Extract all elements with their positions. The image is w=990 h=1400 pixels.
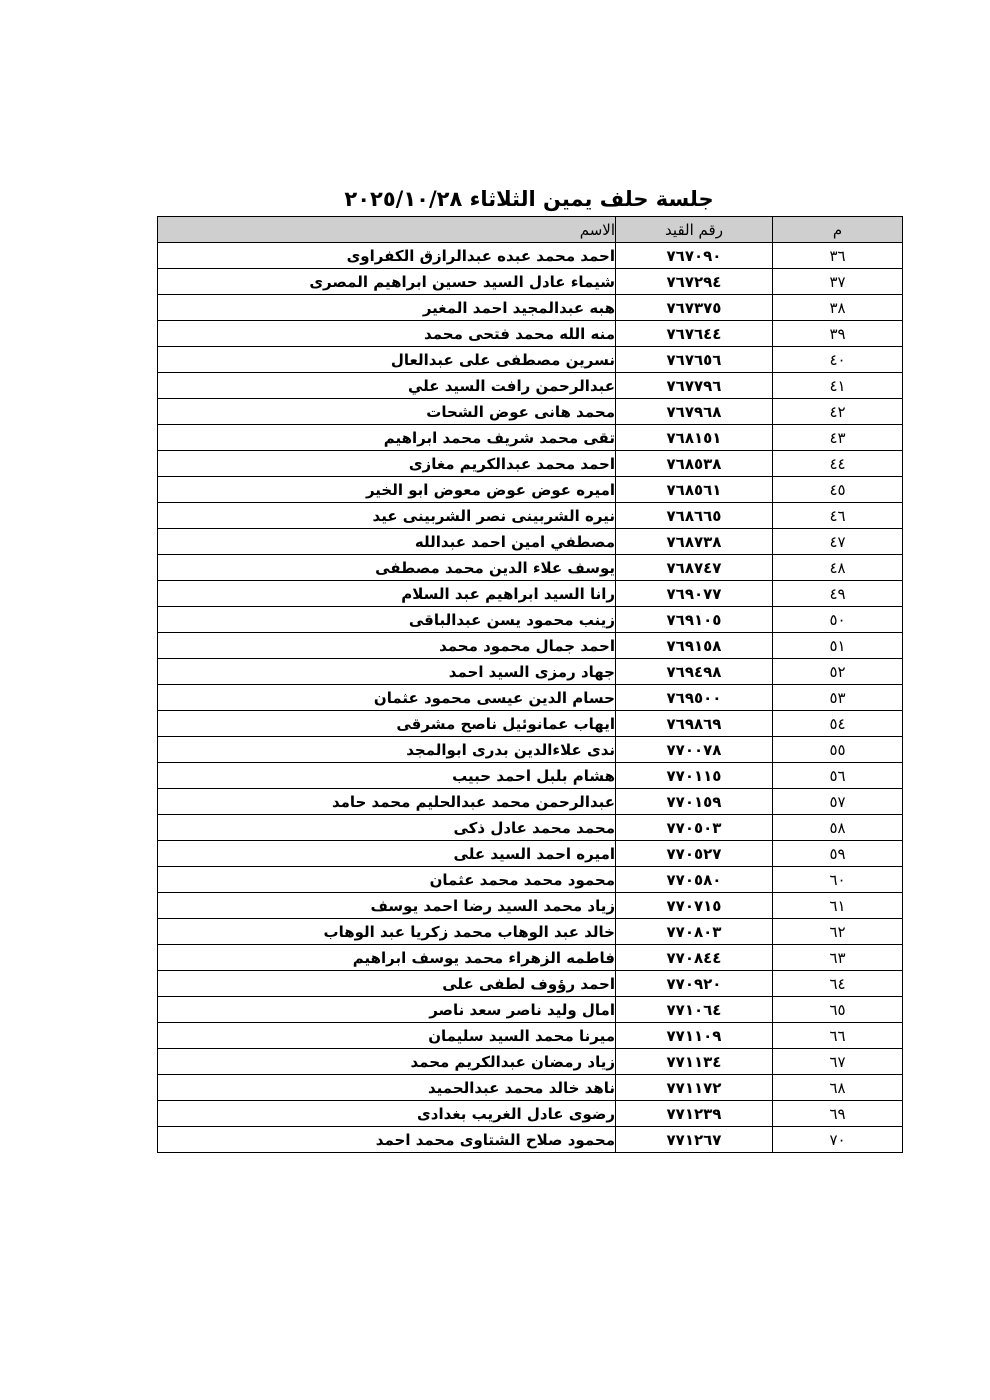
row-registration-number: ٧٧١٢٦٧ xyxy=(616,1127,773,1153)
row-name: محمد محمد عادل ذكى xyxy=(158,815,616,841)
table-row xyxy=(158,789,903,815)
table-row xyxy=(158,373,903,399)
header-registration-number: رقم القيد xyxy=(616,217,773,243)
row-serial-number: ٦٠ xyxy=(773,867,903,893)
row-registration-number: ٧٧٠٧١٥ xyxy=(616,893,773,919)
row-serial-number: ٦٣ xyxy=(773,945,903,971)
row-serial-number: ٥٧ xyxy=(773,789,903,815)
row-registration-number: ٧٦٩٤٩٨ xyxy=(616,659,773,685)
row-serial-number: ٣٨ xyxy=(773,295,903,321)
row-name: زينب محمود يسن عبدالباقى xyxy=(158,607,616,633)
row-name: عبدالرحمن رافت السيد علي xyxy=(158,373,616,399)
table-row xyxy=(158,997,903,1023)
table-row xyxy=(158,1075,903,1101)
row-serial-number: ٤٨ xyxy=(773,555,903,581)
row-name: خالد عبد الوهاب محمد زكريا عبد الوهاب xyxy=(158,919,616,945)
row-serial-number: ٣٧ xyxy=(773,269,903,295)
table-row xyxy=(158,1101,903,1127)
row-serial-number: ٦٥ xyxy=(773,997,903,1023)
table-row xyxy=(158,971,903,997)
row-name: امال وليد ناصر سعد ناصر xyxy=(158,997,616,1023)
row-name: احمد جمال محمود محمد xyxy=(158,633,616,659)
table-row xyxy=(158,321,903,347)
row-registration-number: ٧٧٠١١٥ xyxy=(616,763,773,789)
row-registration-number: ٧٦٩٨٦٩ xyxy=(616,711,773,737)
table-row xyxy=(158,607,903,633)
row-serial-number: ٤٥ xyxy=(773,477,903,503)
row-serial-number: ٣٦ xyxy=(773,243,903,269)
row-serial-number: ٦٩ xyxy=(773,1101,903,1127)
row-name: ناهد خالد محمد عبدالحميد xyxy=(158,1075,616,1101)
row-serial-number: ٥٨ xyxy=(773,815,903,841)
header-serial-number: م xyxy=(773,217,903,243)
row-registration-number: ٧٧٠٥٢٧ xyxy=(616,841,773,867)
table-row xyxy=(158,893,903,919)
table-row xyxy=(158,269,903,295)
row-name: فاطمه الزهراء محمد يوسف ابراهيم xyxy=(158,945,616,971)
row-registration-number: ٧٦٧٣٧٥ xyxy=(616,295,773,321)
row-registration-number: ٧٧١١٧٢ xyxy=(616,1075,773,1101)
table-row xyxy=(158,737,903,763)
row-name: مصطفي امين احمد عبدالله xyxy=(158,529,616,555)
row-name: تقى محمد شريف محمد ابراهيم xyxy=(158,425,616,451)
row-name: اميره عوض عوض معوض ابو الخير xyxy=(158,477,616,503)
row-name: هشام بلبل احمد حبيب xyxy=(158,763,616,789)
row-name: ايهاب عمانوئيل ناصح مشرقى xyxy=(158,711,616,737)
row-name: احمد محمد عبدالكريم مغازى xyxy=(158,451,616,477)
row-serial-number: ٤٣ xyxy=(773,425,903,451)
table-header-row xyxy=(158,217,903,243)
row-serial-number: ٤٠ xyxy=(773,347,903,373)
table-row xyxy=(158,685,903,711)
row-name: جهاد رمزى السيد احمد xyxy=(158,659,616,685)
table-row xyxy=(158,659,903,685)
row-name: اميره احمد السيد على xyxy=(158,841,616,867)
table-row xyxy=(158,815,903,841)
row-registration-number: ٧٦٨٥٣٨ xyxy=(616,451,773,477)
row-name: ميرنا محمد السيد سليمان xyxy=(158,1023,616,1049)
row-serial-number: ٤٤ xyxy=(773,451,903,477)
row-name: رانا السيد ابراهيم عبد السلام xyxy=(158,581,616,607)
row-registration-number: ٧٧٠٠٧٨ xyxy=(616,737,773,763)
row-registration-number: ٧٦٨٧٤٧ xyxy=(616,555,773,581)
row-registration-number: ٧٧٠٥٠٣ xyxy=(616,815,773,841)
row-serial-number: ٦١ xyxy=(773,893,903,919)
row-registration-number: ٧٦٩٠٧٧ xyxy=(616,581,773,607)
table-row xyxy=(158,945,903,971)
table-row xyxy=(158,711,903,737)
row-name: منه الله محمد فتحى محمد xyxy=(158,321,616,347)
table-row xyxy=(158,425,903,451)
table-row xyxy=(158,581,903,607)
table-row xyxy=(158,295,903,321)
table-row xyxy=(158,841,903,867)
row-registration-number: ٧٧١١٣٤ xyxy=(616,1049,773,1075)
row-registration-number: ٧٦٧٦٥٦ xyxy=(616,347,773,373)
table-row xyxy=(158,867,903,893)
row-serial-number: ٥٥ xyxy=(773,737,903,763)
row-registration-number: ٧٦٧٠٩٠ xyxy=(616,243,773,269)
row-registration-number: ٧٦٨١٥١ xyxy=(616,425,773,451)
row-name: زياد رمضان عبدالكريم محمد xyxy=(158,1049,616,1075)
table-row xyxy=(158,555,903,581)
row-serial-number: ٥٣ xyxy=(773,685,903,711)
row-serial-number: ٥٢ xyxy=(773,659,903,685)
row-registration-number: ٧٦٩٥٠٠ xyxy=(616,685,773,711)
row-serial-number: ٥٦ xyxy=(773,763,903,789)
row-registration-number: ٧٦٨٧٣٨ xyxy=(616,529,773,555)
row-registration-number: ٧٧١٢٣٩ xyxy=(616,1101,773,1127)
roster-body xyxy=(158,243,903,1153)
row-registration-number: ٧٦٨٦٦٥ xyxy=(616,503,773,529)
roster-table xyxy=(157,216,903,1153)
row-name: نسرين مصطفى على عبدالعال xyxy=(158,347,616,373)
table-row xyxy=(158,451,903,477)
row-serial-number: ٦٦ xyxy=(773,1023,903,1049)
row-registration-number: ٧٧١٠٦٤ xyxy=(616,997,773,1023)
row-name: شيماء عادل السيد حسين ابراهيم المصرى xyxy=(158,269,616,295)
row-registration-number: ٧٦٧٦٤٤ xyxy=(616,321,773,347)
row-registration-number: ٧٧١١٠٩ xyxy=(616,1023,773,1049)
header-name: الاسم xyxy=(158,217,616,243)
table-row xyxy=(158,1023,903,1049)
row-serial-number: ٦٢ xyxy=(773,919,903,945)
row-registration-number: ٧٧٠٨٠٣ xyxy=(616,919,773,945)
row-name: نيره الشربينى نصر الشربينى عيد xyxy=(158,503,616,529)
row-serial-number: ٤٢ xyxy=(773,399,903,425)
row-registration-number: ٧٧٠٨٤٤ xyxy=(616,945,773,971)
row-serial-number: ٤٦ xyxy=(773,503,903,529)
row-registration-number: ٧٧٠١٥٩ xyxy=(616,789,773,815)
row-registration-number: ٧٦٨٥٦١ xyxy=(616,477,773,503)
row-registration-number: ٧٦٧٧٩٦ xyxy=(616,373,773,399)
table-row xyxy=(158,633,903,659)
row-name: يوسف علاء الدين محمد مصطفى xyxy=(158,555,616,581)
table-row xyxy=(158,919,903,945)
table-row xyxy=(158,1127,903,1153)
row-name: رضوى عادل الغريب بغدادى xyxy=(158,1101,616,1127)
table-row xyxy=(158,1049,903,1075)
row-serial-number: ٦٨ xyxy=(773,1075,903,1101)
row-serial-number: ٥٤ xyxy=(773,711,903,737)
row-serial-number: ٦٧ xyxy=(773,1049,903,1075)
row-serial-number: ٦٤ xyxy=(773,971,903,997)
row-name: احمد محمد عبده عبدالرازق الكفراوى xyxy=(158,243,616,269)
row-name: محمود صلاح الشتاوى محمد احمد xyxy=(158,1127,616,1153)
row-registration-number: ٧٧٠٩٢٠ xyxy=(616,971,773,997)
row-serial-number: ٤١ xyxy=(773,373,903,399)
row-name: هبه عبدالمجيد احمد المغير xyxy=(158,295,616,321)
row-name: محمود محمد محمد عثمان xyxy=(158,867,616,893)
table-row xyxy=(158,347,903,373)
row-serial-number: ٥٠ xyxy=(773,607,903,633)
row-serial-number: ٧٠ xyxy=(773,1127,903,1153)
row-serial-number: ٣٩ xyxy=(773,321,903,347)
row-serial-number: ٥١ xyxy=(773,633,903,659)
row-registration-number: ٧٦٩١٥٨ xyxy=(616,633,773,659)
table-row xyxy=(158,243,903,269)
row-registration-number: ٧٦٧٩٦٨ xyxy=(616,399,773,425)
row-registration-number: ٧٧٠٥٨٠ xyxy=(616,867,773,893)
row-registration-number: ٧٦٩١٠٥ xyxy=(616,607,773,633)
row-registration-number: ٧٦٧٢٩٤ xyxy=(616,269,773,295)
row-serial-number: ٥٩ xyxy=(773,841,903,867)
row-name: عبدالرحمن محمد عبدالحليم محمد حامد xyxy=(158,789,616,815)
table-row xyxy=(158,503,903,529)
table-row xyxy=(158,763,903,789)
row-serial-number: ٤٩ xyxy=(773,581,903,607)
row-serial-number: ٤٧ xyxy=(773,529,903,555)
table-row xyxy=(158,477,903,503)
row-name: حسام الدين عيسى محمود عثمان xyxy=(158,685,616,711)
row-name: احمد رؤوف لطفى على xyxy=(158,971,616,997)
row-name: زياد محمد السيد رضا احمد يوسف xyxy=(158,893,616,919)
session-title: جلسة حلف يمين الثلاثاء ٢٠٢٥/١٠/٢٨ xyxy=(344,187,714,211)
table-row xyxy=(158,399,903,425)
table-row xyxy=(158,529,903,555)
row-name: محمد هانى عوض الشحات xyxy=(158,399,616,425)
row-name: ندى علاءالدين بدرى ابوالمجد xyxy=(158,737,616,763)
